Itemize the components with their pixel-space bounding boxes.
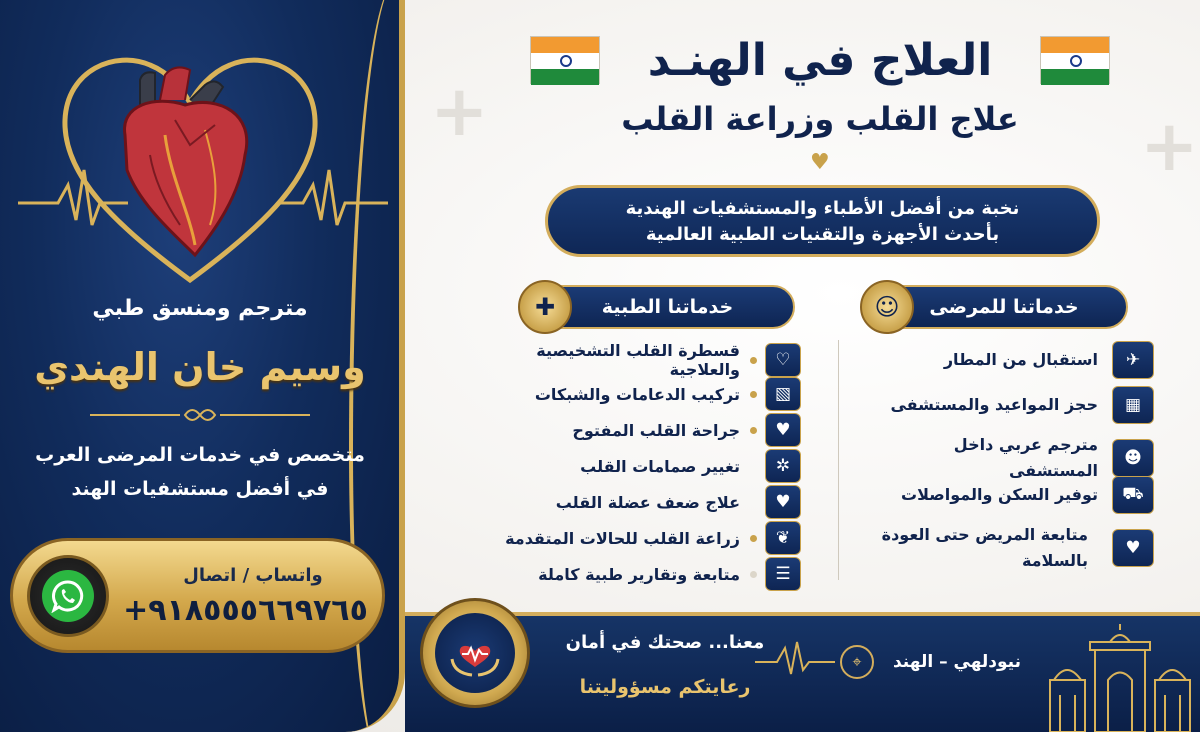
translator-panel <box>0 0 405 732</box>
list-item <box>490 557 801 591</box>
medical-services-title: خدماتنا الطبية <box>601 296 734 318</box>
patient-services-header <box>880 285 1128 329</box>
list-item <box>490 485 801 519</box>
service-label: تغيير صمامات القلب <box>580 456 740 476</box>
bullet-icon <box>750 571 757 578</box>
contact-pill[interactable] <box>10 538 385 653</box>
title-row <box>530 30 1110 90</box>
service-label: زراعة القلب للحالات المتقدمة <box>505 528 740 548</box>
care-badge <box>420 598 530 708</box>
column-divider <box>838 340 839 580</box>
india-flag-icon <box>1040 36 1110 84</box>
service-label: حجز المواعيد والمستشفى <box>890 395 1098 414</box>
translator-specialty <box>25 438 375 506</box>
service-label: قسطرة القلب التشخيصية والعلاجية <box>536 341 740 379</box>
stent-icon: ▧ <box>765 377 801 411</box>
bullet-icon <box>750 391 757 398</box>
ecg-line-icon <box>18 165 388 235</box>
car-icon: ⛟ <box>1112 476 1154 514</box>
medical-services-header <box>540 285 795 329</box>
slogan-primary: معنا... صحتك في أمان <box>565 632 765 653</box>
location-pin-icon: ⌖ <box>840 645 874 679</box>
patient-care-icon: ☺ <box>860 280 914 334</box>
valve-icon: ✲ <box>765 449 801 483</box>
translator-name: وسيم خان الهندي <box>34 345 366 389</box>
india-gate-icon <box>1040 620 1200 732</box>
service-label: استقبال من المطار <box>943 350 1098 369</box>
bullet-icon <box>750 357 757 364</box>
small-heart-icon: ♥ <box>810 150 830 175</box>
list-item <box>490 377 801 411</box>
service-label: جراحة القلب المفتوح <box>572 420 740 440</box>
airplane-icon: ✈ <box>1112 341 1154 379</box>
specialty-line-2: في أفضل مستشفيات الهند <box>71 478 329 500</box>
list-item <box>490 449 801 483</box>
banner-line-2: بأحدث الأجهزة والتقنيات الطبية العالمية <box>645 224 1000 245</box>
page-subtitle: علاج القلب وزراعة القلب <box>621 100 1019 138</box>
heartbeat-icon: ♥ <box>765 485 801 519</box>
translator-role: مترجم ومنسق طبي <box>92 296 308 321</box>
heart-pulse-icon: ♥ <box>1112 529 1154 567</box>
plus-decoration-icon: + <box>1140 105 1199 187</box>
calendar-icon: ▦ <box>1112 386 1154 424</box>
service-label: متابعة وتقارير طبية كاملة <box>538 564 740 584</box>
ornament-divider-icon <box>90 405 310 425</box>
bullet-icon <box>750 535 757 542</box>
india-flag-icon <box>530 36 600 84</box>
banner-line-1: نخبة من أفضل الأطباء والمستشفيات الهندية <box>625 198 1020 219</box>
list-item <box>868 476 1154 514</box>
service-label: متابعة المريض حتى العودة بالسلامة <box>881 525 1088 570</box>
service-label: علاج ضعف عضلة القلب <box>555 492 740 512</box>
contact-label: واتساب / اتصال <box>183 565 323 586</box>
slogan-secondary: رعايتكم مسؤوليتنا <box>579 676 751 698</box>
whatsapp-icon[interactable] <box>27 555 109 637</box>
ecg-line-icon <box>755 640 835 680</box>
service-label: مترجم عربي داخل المستشفى <box>953 435 1098 480</box>
heart-catheter-icon: ♡ <box>765 343 801 377</box>
location-text: نيودلهي – الهند <box>892 652 1022 672</box>
service-label: تركيب الدعامات والشبكات <box>534 384 740 404</box>
heart-icon: ♥ <box>765 413 801 447</box>
service-label: توفير السكن والمواصلات <box>901 485 1098 504</box>
heart-hands-icon: ❦ <box>765 521 801 555</box>
bullet-icon <box>750 427 757 434</box>
clipboard-icon: ☰ <box>765 557 801 591</box>
specialty-line-1: متخصص في خدمات المرضى العرب <box>35 444 365 466</box>
intro-banner <box>545 185 1100 257</box>
list-item <box>868 341 1154 379</box>
phone-number[interactable]: +٩١٨٥٥٥٦٦٩٧٦٥ <box>123 593 368 628</box>
medical-shield-icon: ✚ <box>518 280 572 334</box>
patient-services-title: خدماتنا للمرضى <box>929 296 1079 318</box>
plus-decoration-icon: + <box>430 70 489 152</box>
list-item <box>490 413 801 447</box>
page-title: العلاج في الهنـد <box>647 34 993 86</box>
people-icon: ☻ <box>1112 439 1154 477</box>
list-item <box>490 521 801 555</box>
heart-hands-icon <box>448 629 502 677</box>
list-item <box>868 386 1154 424</box>
list-item <box>490 341 801 379</box>
list-item <box>868 522 1154 574</box>
